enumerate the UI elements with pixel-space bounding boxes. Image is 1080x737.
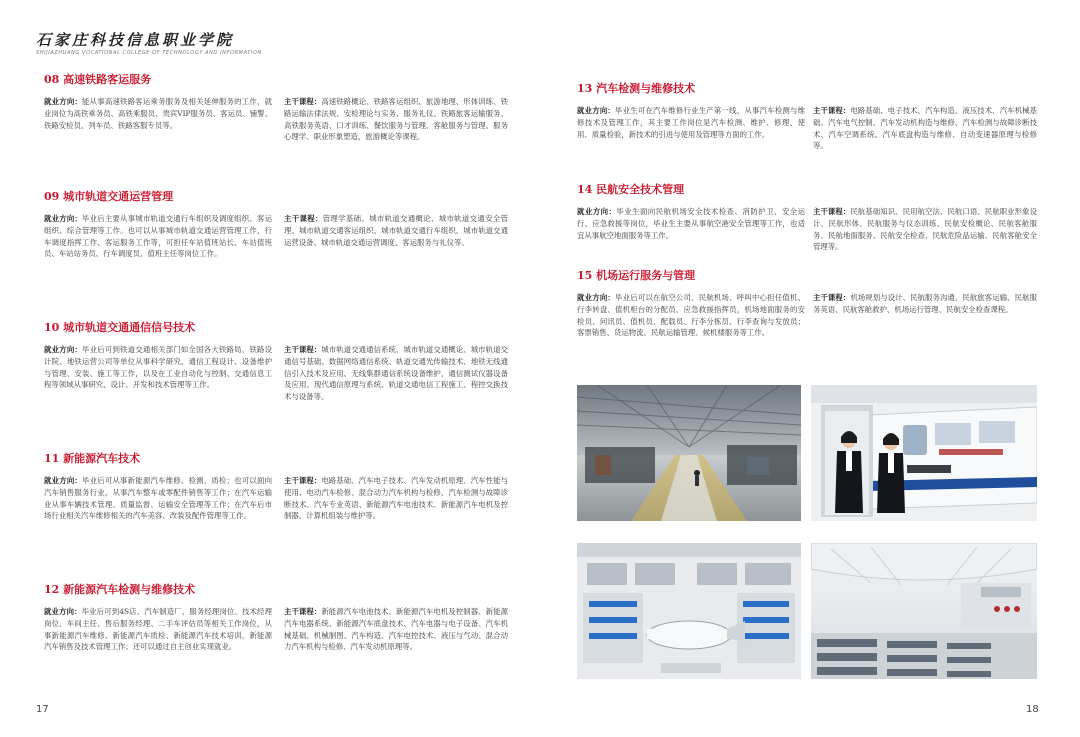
courses-text: 管理学基础、城市轨道交通概论、城市轨道交通安全管理、城市轨道交通客运组织、城市轨道交通行车组织、城市轨道交通运营设备、城市轨道交通运营调度、客运服务与礼仪等。 <box>284 214 508 247</box>
employment-direction <box>44 344 272 403</box>
employment-text: 毕业生可在汽车维修行业生产第一线，从事汽车检测与维修技术及管理工作，其主要工作岗位是汽车检测、维护、修理、使用、质量检验，新技术的引进与使用及管理等方面的工作。 <box>577 106 805 139</box>
core-courses <box>284 606 508 653</box>
courses-text: 民航基础知识、民用航空法、民航口语、民航职业形象设计、民航形体、民航服务与仪态训练、民航安检概论、民航客舱服务、民航地面服务、民航安全检查、民航危险品运输、民航客舱安全管理等。 <box>813 207 1037 252</box>
core-courses <box>813 292 1037 339</box>
employment-text: 毕业后可以在航空公司、民航机场、呼叫中心担任值机、行李转盘、值机柜台的分配员、应急救援指挥员，机场地面服务的安检员、问讯员、值机员、配载员、行李分拣员、行李查询与发放员；客票销售、货运物流、民航运输管理、候机楼服务等工作。 <box>577 293 805 338</box>
section-title: 15 机场运行服务与管理 <box>577 269 696 282</box>
major-section-11 <box>44 452 508 522</box>
school-name-en: SHIJIAZHUANG VOCATIONAL COLLEGE OF TECHNOLOGY AND INFORMATION <box>36 50 262 56</box>
employment-text: 毕业后主要从事城市轨道交通行车组织及调度组织、客运组织、综合管理等工作。也可以从事城市轨道交通运营管理工作，行车调度指挥工作、客运服务工作等，可担任车站值班站长、车站值班员、车站站务员、行车调度员、值班主任等岗位工作。 <box>44 214 272 259</box>
employment-label: 就业方向： <box>577 207 617 216</box>
employment-label: 就业方向： <box>577 106 616 115</box>
section-title: 10 城市轨道交通通信信号技术 <box>44 321 196 334</box>
section-title: 13 汽车检测与维修技术 <box>577 82 696 95</box>
courses-label: 主干课程： <box>813 293 851 302</box>
employment-direction <box>44 475 272 522</box>
train-simulator-photo <box>811 385 1037 521</box>
employment-label: 就业方向： <box>44 214 83 223</box>
employment-label: 就业方向： <box>44 97 83 106</box>
section-title: 12 新能源汽车检测与维修技术 <box>44 583 196 596</box>
terminal-hall-render-photo <box>811 543 1037 679</box>
courses-label: 主干课程： <box>813 106 851 115</box>
employment-direction <box>577 292 805 339</box>
employment-label: 就业方向： <box>44 345 83 354</box>
factory-workshop-photo <box>577 385 801 521</box>
courses-text: 电路基础、电子技术、汽车构造、液压技术、汽车机械基础、汽车电气控制、汽车发动机构造与维修、汽车检测与故障诊断技术、汽车空调系统、汽车底盘构造与维修、自动变速器原理与检修等。 <box>813 106 1037 151</box>
employment-text: 毕业后可到4S店、汽车制造厂、服务经理岗位、技术经理岗位、车间主任、售后服务经理、二手车评估员等相关工作岗位，从事新能源汽车维修、新能源汽车质检、新能源汽车技术培训、新能源汽车销售及技术管理工作；还可以通过自主创业实现就业。 <box>44 607 272 652</box>
courses-label: 主干课程： <box>284 214 323 223</box>
section-title: 08 高速铁路客运服务 <box>44 73 152 86</box>
core-courses <box>813 206 1037 253</box>
section-title: 09 城市轨道交通运营管理 <box>44 190 174 203</box>
courses-text: 城市轨道交通通信系统、城市轨道交通概论、城市轨道交通信号基础、数据网络通信系统、轨道交通光传输技术、地铁无线通信引入技术及应用、无线集群通信系统设备维护，通信测试仪器设备及应用、现代通信原理与系统、轨道交通电信工程施工、程控交换技术与设备等。 <box>284 345 508 402</box>
employment-label: 就业方向： <box>577 293 616 302</box>
page-number-left: 17 <box>36 704 49 715</box>
courses-label: 主干课程： <box>284 476 322 485</box>
core-courses <box>284 344 508 403</box>
courses-text: 高速铁路概论、铁路客运组织、旅游地理、形体训练、铁路运输法律法规、安检理论与实务、服务礼仪、铁路旅客运输服务、高铁服务英语、口才训练、餐饮服务与管理、客舱服务与管理、服务心理学、职业形象塑造，旅游概论等课程。 <box>284 97 508 142</box>
major-section-09 <box>44 190 508 260</box>
employment-direction <box>44 96 272 143</box>
employment-direction <box>577 105 805 152</box>
employment-label: 就业方向： <box>44 607 82 616</box>
employment-text: 毕业生面向民航机场安全技术检查、消防护卫、安全运行、应急救援等岗位，毕业生主要从事航空港安全管理等工作，也适宜从事航空地面服务等工作。 <box>577 207 805 240</box>
school-name-cn: 石家庄科技信息职业学院 <box>36 31 235 49</box>
major-section-10 <box>44 321 508 403</box>
aircraft-cabin-render-photo <box>577 543 801 679</box>
courses-label: 主干课程： <box>284 607 322 616</box>
core-courses <box>284 213 508 260</box>
courses-text: 电路基础、汽车电子技术、汽车发动机原理、汽车性能与使用、电动汽车检修、混合动力汽车机构与检修、汽车检测与故障诊断技术、汽车专业英语、新能源汽车电池技术、新能源汽车电机及控制器、计算机组装与维护等。 <box>284 476 508 521</box>
right-page <box>540 0 1080 737</box>
core-courses <box>284 475 508 522</box>
courses-label: 主干课程： <box>284 345 322 354</box>
employment-direction <box>44 606 272 653</box>
major-section-08 <box>44 73 508 143</box>
courses-text: 新能源汽车电池技术、新能源汽车电机及控制器、新能源汽车电器系统、新能源汽车底盘技术、汽车电器与电子设备、汽车机械基础、机械制图、汽车构造、汽车电控技术、液压与气动、混合动力汽车机构与检修、汽车发动机原理等。 <box>284 607 508 652</box>
employment-text: 毕业后可到铁道交通相关部门如全国各大铁路局、铁路设计院、地铁运营公司等单位从事科学研究、通信工程设计、设备维护与管理、安装、施工等工作，以及在工业自动化与控制、交通信息工程等领域从事研究、设计、开发和技术管理等工作。 <box>44 345 272 390</box>
page-number-right: 18 <box>1026 704 1039 715</box>
section-title: 11 新能源汽车技术 <box>44 452 141 465</box>
major-section-15 <box>577 269 1037 339</box>
major-section-13 <box>577 82 1037 152</box>
courses-label: 主干课程： <box>284 97 322 106</box>
employment-text: 毕业后可从事新能源汽车维修、检测、质检；也可以面向汽车销售服务行业，从事汽车整车或零配件销售等工作；在汽车运输业从事车辆技术管理、质量监督、运输安全管理等工作；在汽车后市场行业相关汽车维修相关的汽车美容、改装及配件管理等工作。 <box>44 476 272 521</box>
section-title: 14 民航安全技术管理 <box>577 183 685 196</box>
courses-label: 主干课程： <box>813 207 851 216</box>
employment-text: 能从事高速铁路客运乘务服务及相关延伸服务的工作，就业岗位为高铁乘务员、高铁乘服员、贵宾VIP服务员、客运员、铺警、铁路安检员、列车员、铁路客服专员等。 <box>44 97 272 130</box>
core-courses <box>284 96 508 143</box>
employment-direction <box>577 206 805 253</box>
employment-label: 就业方向： <box>44 476 83 485</box>
courses-text: 机场规划与设计、民航服务沟通、民航旅客运输、民航服务英语、民航客舱救护、机场运行管理、民航安全检查课程。 <box>813 293 1037 314</box>
employment-direction <box>44 213 272 260</box>
core-courses <box>813 105 1037 152</box>
school-logo <box>36 31 262 57</box>
major-section-12 <box>44 583 508 653</box>
major-section-14 <box>577 183 1037 253</box>
